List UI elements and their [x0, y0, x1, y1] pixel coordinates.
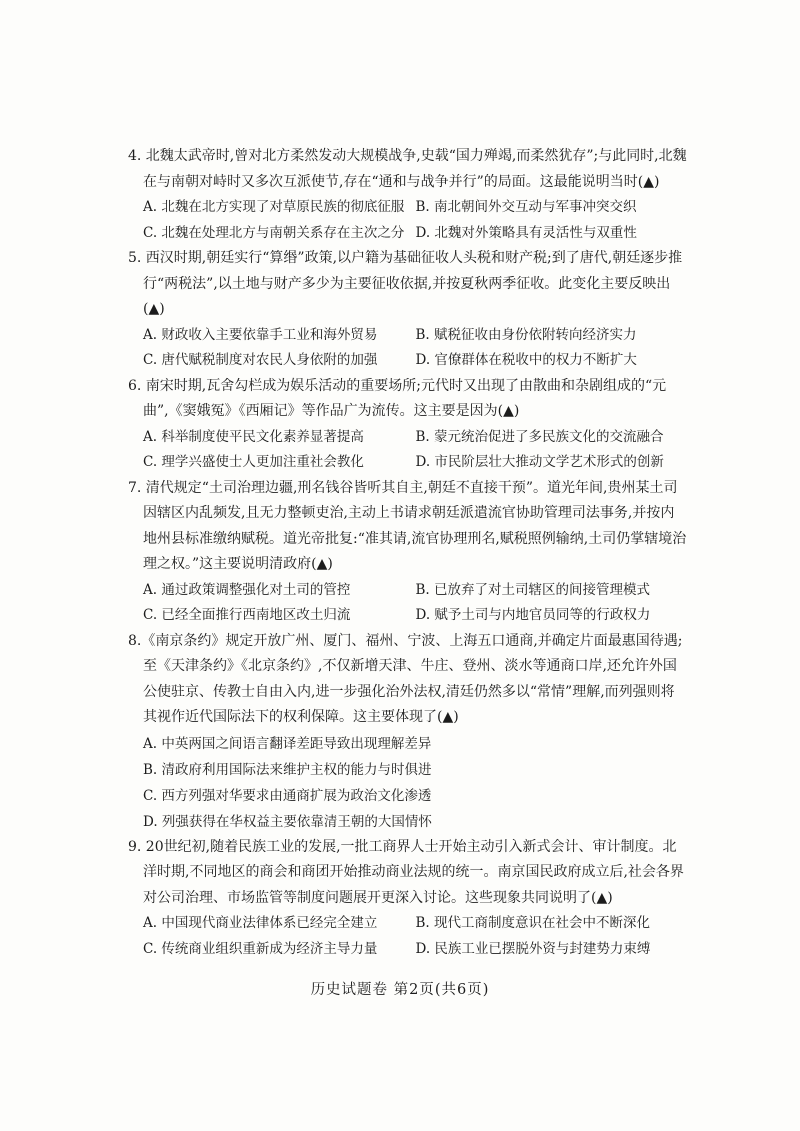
- question-8-option-c: C. 西方列强对华要求由通商扩展为政治文化渗透: [143, 787, 432, 804]
- question-4: [128, 144, 688, 246]
- question-4-option-b: B. 南北朝间外交互动与军事冲突交织: [415, 199, 637, 215]
- question-8-stem: 8.《南京条约》规定开放广州、厦门、福州、宁波、上海五口通商,并确定片面最惠国待遇;至《天津条约》《北京条约》,不仅新增天津、牛庄、登州、淡水等通商口岸,还允许外国公使驻京、传教士自由入内,进一步强化治外法权,清廷仍然多以“常情”理解,而列强则将其视作近代国际法下的权利保障。这主要体现了(▲): [128, 632, 683, 725]
- question-5-options-cd: [128, 348, 688, 374]
- question-9-options-ab: [128, 911, 688, 937]
- question-7-stem: 7. 清代规定“土司治理边疆,刑名钱谷皆听其自主,朝廷不直接干预”。道光年间,贵州某土司因辖区内乱频发,且无力整顿吏治,主动上书请求朝廷派遣流官协助管理司法事务,并按内地州县标准缴纳赋税。道光帝批复:“准其请,流官协理刑名,赋税照例输纳,土司仍掌辖境治理之权。”这主要说明清政府(▲): [128, 479, 687, 572]
- question-9-options-cd: [128, 937, 688, 963]
- question-7: [128, 476, 688, 629]
- question-9-option-b: B. 现代工商制度意识在社会中不断深化: [415, 915, 651, 931]
- question-5-option-c: C. 唐代赋税制度对农民人身依附的加强: [143, 352, 378, 368]
- question-6-stem: 6. 南宋时期,瓦舍勾栏成为娱乐活动的重要场所;元代时又出现了由散曲和杂剧组成的“元曲”,《窦娥冤》《西厢记》等作品广为流传。这主要是因为(▲): [128, 377, 667, 419]
- question-7-option-d: D. 赋予土司与内地官员同等的行政权力: [415, 607, 651, 623]
- question-7-options-ab: [128, 578, 688, 604]
- question-9-option-a: A. 中国现代商业法律体系已经完全建立: [143, 915, 378, 931]
- question-6-option-a: A. 科举制度使平民文化素养显著提高: [143, 428, 364, 445]
- question-7-option-b: B. 已放弃了对土司辖区的间接管理模式: [415, 581, 651, 598]
- question-5-option-a: A. 财政收入主要依靠手工业和海外贸易: [143, 326, 378, 343]
- question-6-option-d: D. 市民阶层壮大推动文学艺术形式的创新: [415, 454, 664, 470]
- question-7-option-c: C. 已经全面推行西南地区改土归流: [143, 607, 351, 623]
- question-5-option-b: B. 赋税征收由身份依附转向经济实力: [415, 326, 637, 343]
- question-5: [128, 246, 688, 374]
- question-5-option-d: D. 官僚群体在税收中的权力不断扩大: [415, 352, 637, 368]
- question-list: [128, 144, 688, 962]
- question-7-options-cd: [128, 603, 688, 629]
- question-7-option-a: A. 通过政策调整强化对土司的管控: [143, 581, 351, 598]
- question-4-option-c: C. 北魏在处理北方与南朝关系存在主次之分: [143, 224, 405, 241]
- question-8-option-a: A. 中英两国之间语言翻译差距导致出现理解差异: [143, 735, 432, 752]
- question-4-option-d: D. 北魏对外策略具有灵活性与双重性: [415, 224, 637, 241]
- question-9: [128, 835, 688, 963]
- question-8-option-b: B. 清政府利用国际法来维护主权的能力与时俱进: [143, 761, 432, 778]
- question-4-stem: 4. 北魏太武帝时,曾对北方柔然发动大规模战争,史载“国力殚竭,而柔然犹存”;与此同时,北魏在与南朝对峙时又多次互派使节,存在“通和与战争并行”的局面。这最能说明当时(▲): [128, 148, 687, 190]
- question-9-option-d: D. 民族工业已摆脱外资与封建势力束缚: [415, 940, 651, 957]
- question-8-option-d: D. 列强获得在华权益主要依靠清王朝的大国情怀: [143, 813, 432, 830]
- question-4-options-ab: [128, 195, 688, 221]
- question-9-stem: 9. 20世纪初,随着民族工业的发展,一批工商界人士开始主动引入新式会计、审计制度。北洋时期,不同地区的商会和商团开始推动商业法规的统一。南京国民政府成立后,社会各界对公司治理、市场监管等制度问题展开更深入讨论。这些现象共同说明了(▲): [128, 838, 684, 906]
- question-5-options-ab: [128, 323, 688, 349]
- question-6-options-ab: [128, 425, 688, 451]
- question-6-option-b: B. 蒙元统治促进了多民族文化的交流融合: [415, 428, 664, 445]
- question-5-stem: 5. 西汉时期,朝廷实行“算缗”政策,以户籍为基础征收人头税和财产税;到了唐代,朝廷逐步推行“两税法”,以土地与财产多少为主要征收依据,并按夏秋两季征收。此变化主要反映出(▲): [128, 250, 683, 317]
- question-4-options-cd: [128, 221, 688, 247]
- question-6-option-c: C. 理学兴盛使士人更加注重社会教化: [143, 454, 364, 470]
- question-6-options-cd: [128, 450, 688, 476]
- question-8: [128, 629, 688, 835]
- question-6: [128, 374, 688, 476]
- page-footer: 历史试题卷 第2页(共6页): [310, 982, 490, 998]
- question-4-option-a: A. 北魏在北方实现了对草原民族的彻底征服: [143, 199, 405, 215]
- question-9-option-c: C. 传统商业组织重新成为经济主导力量: [143, 940, 378, 957]
